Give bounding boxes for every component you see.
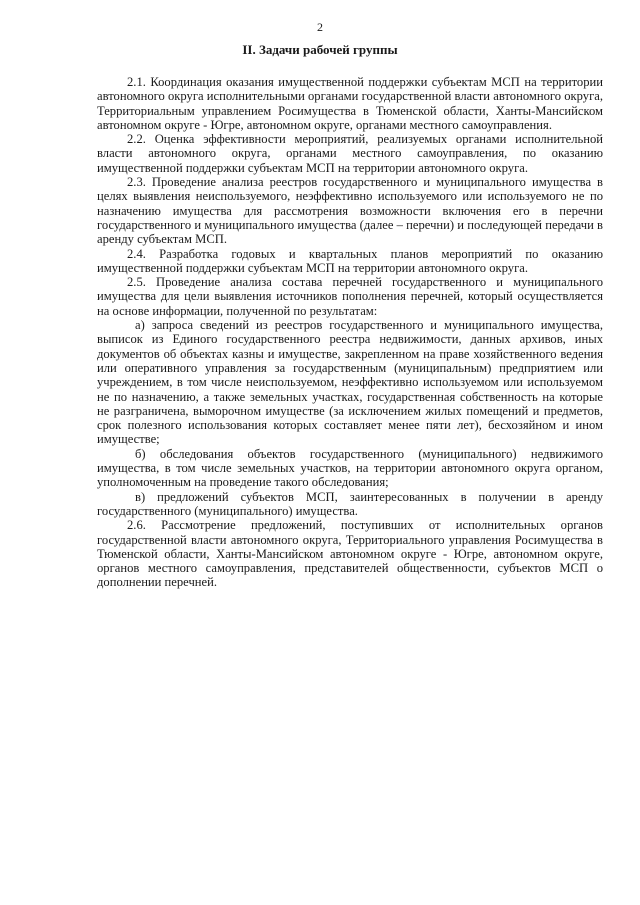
paragraph-2-2: 2.2. Оценка эффективности мероприятий, реализуемых органами исполнительной власти автономного округа, органами местного самоуправления, по оказанию имущественной поддержки субъектам МСП на территории автономного округа. <box>97 132 603 175</box>
paragraph-2-6: 2.6. Рассмотрение предложений, поступивших от исполнительных органов государственной власти автономного округа, Территориального управления Росимущества в Тюменской области, Ханты-Мансийском автономном округе - Югре, автономном округе, органов местного самоуправления, представителей общественности, субъектов МСП о дополнении перечней. <box>97 518 603 590</box>
paragraph-2-4: 2.4. Разработка годовых и квартальных планов мероприятий по оказанию имущественной поддержки субъектам МСП на территории автономного округа. <box>97 246 603 275</box>
paragraph-2-3: 2.3. Проведение анализа реестров государственного и муниципального имущества в целях выявления неиспользуемого, неэффективно используемого или используемого не по назначению имущества для рассмотрения возможности включения его в перечни государственного и муниципального имущества (далее – перечни) и последующей передачи в аренду субъектам МСП. <box>97 175 603 247</box>
page-number: 2 <box>317 20 323 34</box>
paragraph-2-1: 2.1. Координация оказания имущественной поддержки субъектам МСП на территории автономного округа исполнительными органами государственной власти автономного округа, Территориальным управлением Росимущества в Тюменской области, Ханты-Мансийском автономном округе - Югре, автономном округе, органами местного самоуправления. <box>97 75 603 132</box>
paragraph-2-5: 2.5. Проведение анализа состава перечней государственного и муниципального имущества для цели выявления источников пополнения перечней, который осуществляется на основе информации, полученной по результатам: <box>97 275 603 318</box>
document-body <box>97 75 603 590</box>
section-title: II. Задачи рабочей группы <box>242 42 398 57</box>
list-item-a: а) запроса сведений из реестров государственного и муниципального имущества, выписок из Единого государственного реестра недвижимости, данных архивов, иных документов об объектах казны и имуществе, закрепленном на праве хозяйственного ведения или оперативного управления за государственным (муниципальным) предприятием или учреждением, в том числе неиспользуемом, неэффективно используемом или используемом не по назначению, а также земельных участках, государственная собственность на которые не разграничена, выморочном имуществе (за исключением жилых помещений и предметов, срок полезного использования которых составляет менее пяти лет), бесхозяйном и ином имуществе; <box>97 318 603 447</box>
list-item-b: б) обследования объектов государственного (муниципального) недвижимого имущества, в том числе земельных участков, на территории автономного округа органом, уполномоченным на проведение такого обследования; <box>97 446 603 490</box>
list-item-v: в) предложений субъектов МСП, заинтересованных в получении в аренду государственного (муниципального) имущества. <box>97 489 603 518</box>
